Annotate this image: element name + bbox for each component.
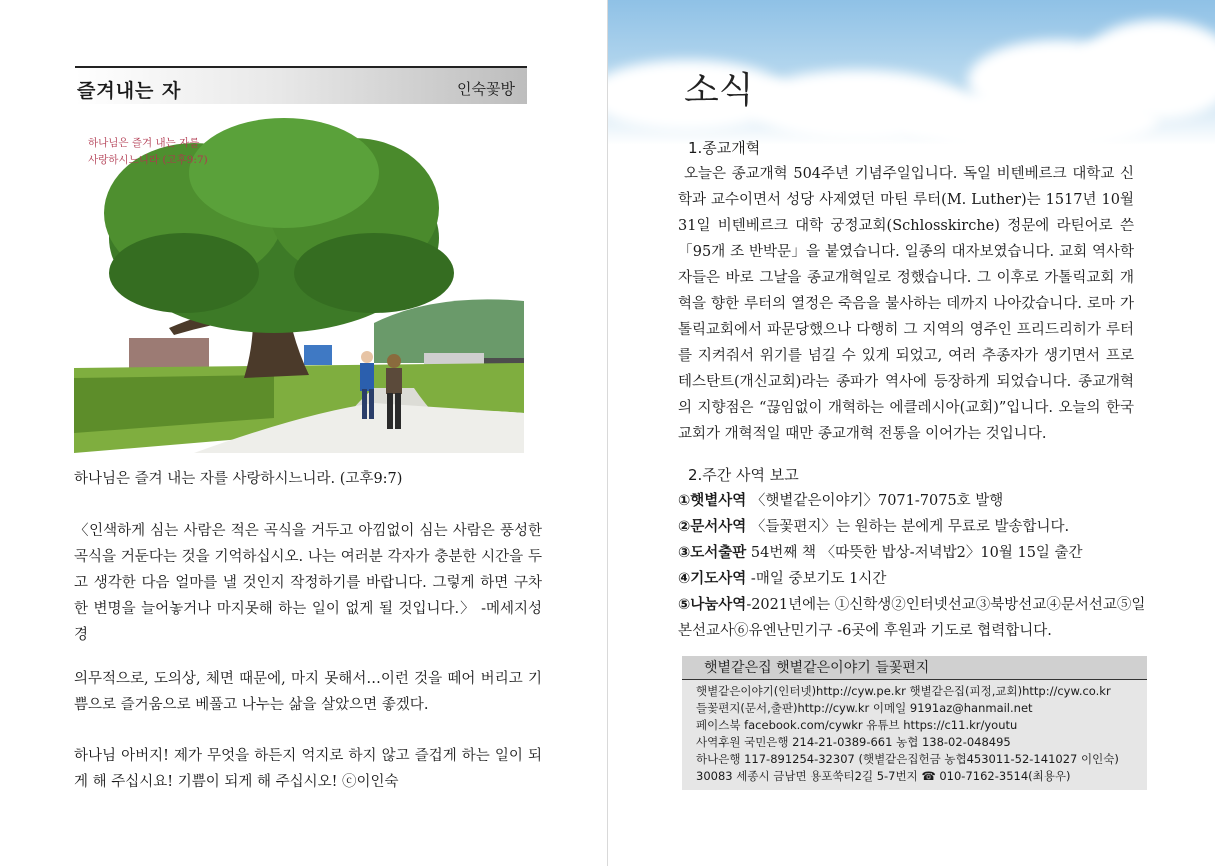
section-header xyxy=(75,66,527,104)
photo-caption-line: 하나님은 즐겨 내는 자를 xyxy=(88,137,200,149)
verse-text: 하나님은 즐겨 내는 자를 사랑하시느니라. (고후9:7) xyxy=(74,471,403,487)
right-page xyxy=(608,0,1215,866)
section-title: 즐겨내는 자 xyxy=(77,80,182,102)
ministry-item-continued: 본선교사⑥유엔난민기구 -6곳에 후원과 기도로 협력합니다. xyxy=(678,623,1052,639)
section-heading-ministry: 2.주간 사역 보고 xyxy=(688,466,799,484)
ministry-item: ④기도사역 -매일 중보기도 1시간 xyxy=(678,571,887,587)
ministry-list xyxy=(678,488,1148,644)
ministry-item: ⑤나눔사역-2021년에는 ①신학생②인터넷선교③북방선교④문서선교⑤일 xyxy=(678,597,1146,613)
ministry-item: ③도서출판 54번째 책 〈따뜻한 밥상-저녁밥2〉10월 15일 출간 xyxy=(678,545,1083,561)
prayer-text: 하나님 아버지! 제가 무엇을 하든지 억지로 하지 않고 즐겁게 하는 일이 되게 해 주십시요! 기쁨이 되게 해 주십시오! ⓒ이인숙 xyxy=(74,748,542,790)
ministry-item: ①햇볕사역 〈햇볕같은이야기〉7071-7075호 발행 xyxy=(678,493,1004,509)
contact-line: 30083 세종시 금남면 용포쑥티2길 5-7번지 ☎ 010-7162-3514(최용우) xyxy=(696,769,1071,783)
contact-info-box xyxy=(682,656,1147,790)
news-title: 소식 xyxy=(684,70,754,111)
contact-line: 사역후원 국민은행 214-21-0389-661 농협 138-02-048495 xyxy=(696,735,1011,749)
contact-line: 햇볕같은이야기(인터넷)http://cyw.pe.kr 햇볕같은집(피정,교회)http://cyw.co.kr xyxy=(696,684,1111,698)
message-quote: 〈인색하게 심는 사람은 적은 곡식을 거두고 아낌없이 심는 사람은 풍성한 곡식을 거둔다는 것을 기억하십시오. 나는 여러분 각자가 충분한 시간을 두고 생각한 다음 얼마를 낼 것인지 작정하기를 바랍니다. 그렇게 하면 구차한 변명을 늘어놓거나 마지못해 하는 일이 없게 될 것입니다.〉 -메세지성경 xyxy=(74,523,542,643)
reformation-paragraph: 오늘은 종교개혁 504주년 기념주일입니다. 독일 비텐베르크 대학교 신학과 교수이면서 성당 사제였던 마틴 루터(M. Luther)는 1517년 10월 31일 비텐베르크 대학 궁정교회(Schlosskirche) 정문에 라틴어로 쓴 「95개 조 반박문」을 붙였습니다. 일종의 대자보였습니다. 교회 역사학자들은 바로 그날을 종교개혁일로 정했습니다. 그 이후로 가톨릭교회 개혁을 향한 루터의 열정은 죽음을 불사하는 데까지 나아갔습니다. 로마 가톨릭교회에서 파문당했으나 다행히 그 지역의 영주인 프리드리히가 루터를 지켜줘서 위기를 넘길 수 있게 되었고, 여러 추종자가 생기면서 프로테스탄트(개신교회)라는 종파가 역사에 등장하게 되었습니다. 종교개혁의 지향점은 “끊임없이 개혁하는 에클레시아(교회)”입니다. 오늘의 한국교회가 개혁적일 때만 종교개혁 전통을 이어가는 것입니다. xyxy=(678,166,1134,442)
reflection-text: 의무적으로, 도의상, 체면 때문에, 마지 못해서…이런 것을 떼어 버리고 기쁨으로 즐거움으로 베풀고 나누는 삶을 살았으면 좋겠다. xyxy=(74,671,542,713)
section-heading-reformation: 1.종교개혁 xyxy=(688,139,761,157)
tree-photo xyxy=(74,113,524,453)
ministry-item: ②문서사역 〈들꽃편지〉는 원하는 분에게 무료로 발송합니다. xyxy=(678,519,1070,535)
photo-caption xyxy=(88,135,208,169)
contact-info-heading: 햇볕같은집 햇볕같은이야기 들꽃편지 xyxy=(682,656,1147,680)
contact-line: 들꽃편지(문서,출판)http://cyw.kr 이메일 9191az@hanmail.net xyxy=(696,701,1033,715)
section-author: 인숙꽃방 xyxy=(457,80,515,98)
contact-info-lines xyxy=(696,683,1119,785)
photo-caption-line: 사랑하시느니라 (고후9:7) xyxy=(88,154,208,166)
contact-line: 하나은행 117-891254-32307 (햇볕같은집헌금 농협453011-52-141027 이인숙) xyxy=(696,752,1119,766)
contact-line: 페이스북 facebook.com/cywkr 유튜브 https://c11.kr/youtu xyxy=(696,718,1018,732)
